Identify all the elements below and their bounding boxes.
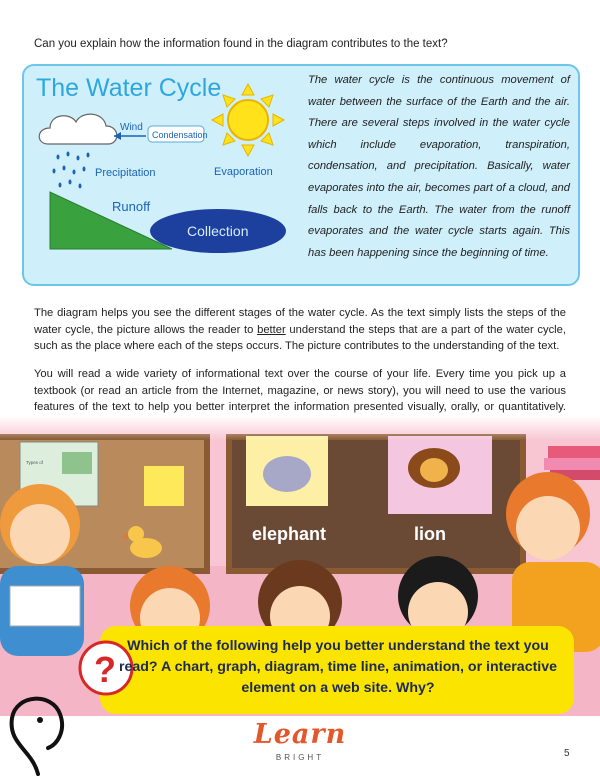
diagram-title: The Water Cycle bbox=[36, 74, 222, 102]
thinking-person-icon bbox=[0, 690, 80, 776]
water-cycle-diagram bbox=[22, 64, 312, 286]
label-condensation: Condensation bbox=[152, 130, 208, 140]
lead-question: Can you explain how the information found in the diagram contributes to the text? bbox=[34, 38, 448, 50]
label-wind: Wind bbox=[120, 122, 143, 133]
map-caption: Types of bbox=[26, 460, 44, 465]
label-runoff: Runoff bbox=[112, 199, 151, 214]
wind-arrow-icon bbox=[114, 132, 146, 140]
elephant-label: elephant bbox=[252, 524, 327, 544]
diagram-description: The water cycle is the continuous movement of water between the surface of the Earth and the air. There are several steps involved in the water cycle which include evaporation, transpiration, condensation, and precipitation. Basically, water evaporates into the air, becomes part of a cloud, and falls back to the Earth. The water from the runoff evaporates and the water cycle starts again. This has been happening since the beginning of time. bbox=[308, 74, 570, 259]
sticky-note bbox=[144, 466, 184, 506]
label-collection: Collection bbox=[187, 223, 249, 239]
paragraph1-after: understand the steps that are a part of the water cycle, such as the place where each of the steps occurs. The picture contributes to the understanding of the text. bbox=[34, 323, 566, 352]
paragraph-diagram-explanation bbox=[34, 305, 566, 355]
callout-text: Which of the following help you better understand the text you read? A chart, graph, diagram, time line, animation, or interactive element on a web site. Why? bbox=[118, 638, 558, 696]
cloud-icon bbox=[39, 114, 117, 144]
label-evaporation: Evaporation bbox=[214, 166, 273, 178]
sun-icon bbox=[212, 84, 284, 156]
elephant-icon bbox=[263, 456, 311, 492]
rain-drops-icon bbox=[53, 152, 90, 189]
lion-label: lion bbox=[414, 524, 446, 544]
land-slope bbox=[50, 192, 172, 249]
page-number: 5 bbox=[564, 748, 570, 759]
paragraph1-underlined: better bbox=[257, 323, 286, 336]
paragraph-informational-text: You will read a wide variety of informational text over the course of your life. Every time you pick up a textbook (or read an article from the Internet, magazine, or news story), you will need to use the various features of the text to help you better interpret the information presented visually, orally, or quantitatively. bbox=[34, 368, 566, 413]
paragraph1-before: The diagram helps you see the different stages of the water cycle. As the text simply lists the steps of the water cycle, the picture allows the reader to bbox=[34, 307, 566, 336]
question-mark-icon: ? bbox=[94, 649, 116, 690]
child-left-icon bbox=[0, 484, 84, 656]
learn-bright-logo: Learn bbox=[253, 719, 347, 750]
logo-subtitle: BRIGHT bbox=[275, 753, 325, 762]
label-precipitation: Precipitation bbox=[95, 167, 156, 179]
middle-bulletin-board bbox=[226, 434, 526, 574]
